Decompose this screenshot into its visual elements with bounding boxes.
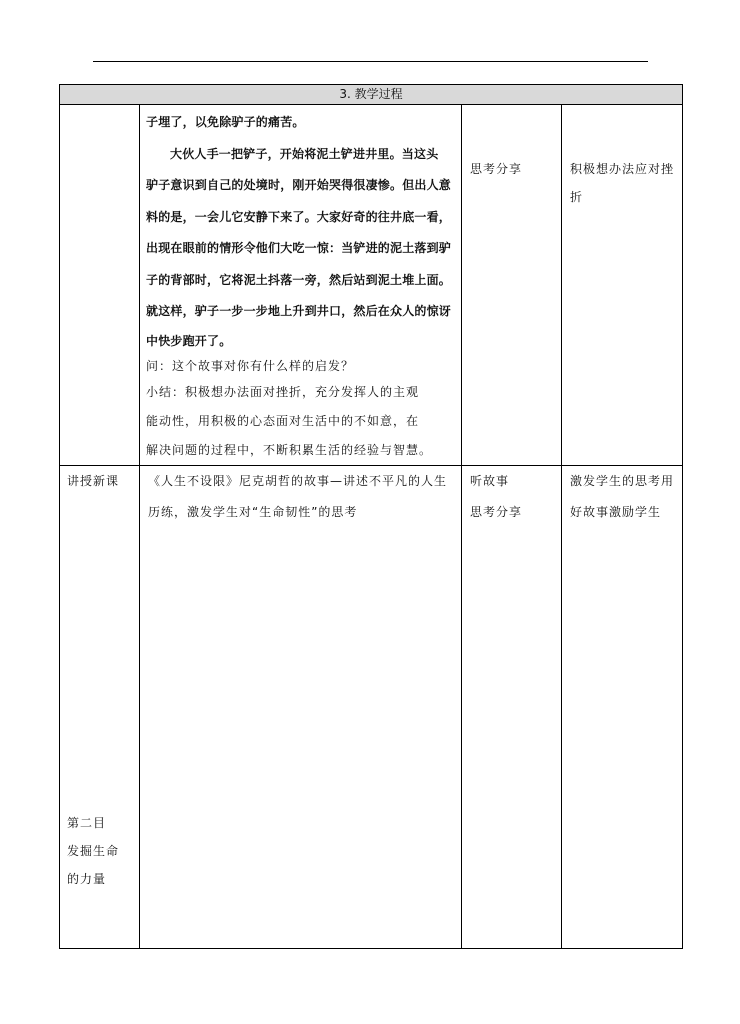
activity-line: 听故事 [470,473,510,488]
story-line: 中快步跑开了。 [146,333,232,348]
content-cell: 《人生不设限》尼克胡哲的故事—讲述不平凡的人生历练，激发学生对“生命韧性”的思考 [140,465,462,948]
design-intent-cell: 激发学生的思考用好故事激励学生 [562,465,683,948]
header-rule [93,61,648,62]
summary-line: 小结：积极想办法面对挫折，充分发挥人的主观 [146,384,420,399]
section-header: 3. 教学过程 [60,85,683,105]
activity-line: 思考分享 [470,504,523,519]
story-line: 驴子意识到自己的处境时，刚开始哭得很凄惨。但出人意 [146,178,452,192]
story-line: 子埋了，以免除驴子的痛苦。 [146,115,305,129]
design-intent-cell: 积极想办法应对挫折 [562,105,683,466]
story-line: 大伙人手一把铲子，开始将泥土铲进井里。当这头 [170,146,439,161]
question-text: 问：这个故事对你有什么样的启发？ [146,358,355,373]
stage-cell [60,465,140,948]
section-title-line: 发掘生命 [67,843,120,858]
summary-line: 能动性，用积极的心态面对生活中的不如意，在 [146,413,420,428]
section-title [67,809,119,893]
section-title-line: 的力量 [67,871,107,886]
table-row [60,105,683,466]
teaching-process-table [59,84,683,949]
student-activity-cell: 思考分享 [462,105,562,466]
story-cell [140,105,462,466]
stage-label: 讲授新课 [67,473,120,488]
story-line: 子的背部时，它将泥土抖落一旁，然后站到泥土堆上面。 [146,272,452,287]
table-row [60,465,683,948]
student-activity-cell [462,465,562,948]
story-line: 就这样，驴子一步一步地上升到井口，然后在众人的惊讶 [146,304,452,318]
section-title-line: 第二目 [67,815,107,830]
summary-line: 解决问题的过程中，不断积累生活的经验与智慧。 [146,442,433,457]
stage-cell [60,105,140,466]
story-line: 料的是，一会儿它安静下来了。大家好奇的往井底一看， [146,209,452,224]
story-line: 出现在眼前的情形令他们大吃一惊：当铲进的泥土落到驴 [146,241,452,255]
